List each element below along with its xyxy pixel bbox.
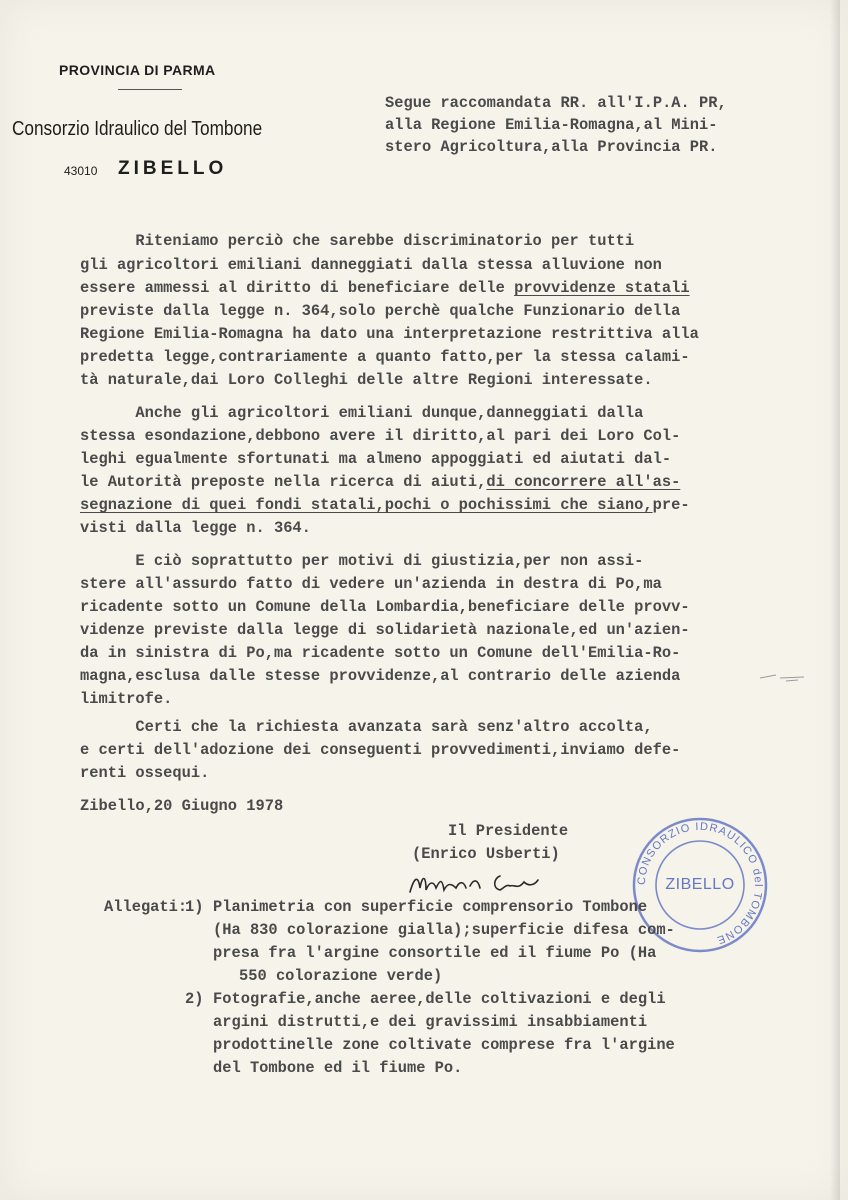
text-line: magna,esclusa dalle stesse provvidenze,al contrario delle azienda: [80, 667, 681, 685]
text-line: previste dalla legge n. 364,solo perchè qualche Funzionario della: [80, 302, 681, 320]
text-line: predetta legge,contrariamente a quanto fatto,per la stessa calami-: [80, 348, 690, 366]
attachment-number: 1): [185, 898, 204, 916]
text-line: visti dalla legge n. 364.: [80, 519, 311, 537]
attachment-line: prodottinelle zone coltivate comprese fra l'argine: [213, 1036, 675, 1054]
text-line: E ciò soprattutto per motivi di giustizia,per non assi-: [80, 552, 644, 570]
text-line: limitrofe.: [80, 690, 173, 708]
text-line: e certi dell'adozione dei conseguenti provvedimenti,inviamo defe-: [80, 741, 681, 759]
organization-name: Consorzio Idraulico del Tombone: [12, 118, 263, 140]
text-line: leghi egualmente sfortunati ma almeno appoggiati ed aiutati dal-: [80, 450, 672, 468]
attachment-number: 2): [185, 990, 204, 1008]
text-line: [80, 279, 690, 297]
text-line: [80, 473, 680, 491]
text-span: pre-: [652, 496, 690, 514]
text-line: [80, 496, 690, 514]
text-span: le Autorità preposte nella ricerca di aiuti,: [80, 473, 487, 491]
attachment-line: (Ha 830 colorazione gialla);superficie difesa com-: [213, 921, 675, 939]
text-line: da in sinistra di Po,ma ricadente sotto un Comune dell'Emilia-Ro-: [80, 644, 681, 662]
attachment-line: 550 colorazione verde): [239, 967, 443, 985]
attachment-line: Planimetria con superficie comprensorio Tombone: [213, 898, 648, 916]
town-name: ZIBELLO: [118, 158, 228, 179]
text-span: essere ammessi al diritto di beneficiare delle: [80, 279, 515, 297]
handwritten-signature: [404, 868, 554, 898]
cc-line: stero Agricoltura,alla Provincia PR.: [385, 138, 718, 156]
text-line: ricadente sotto un Comune della Lombardia,beneficiare delle provv-: [80, 598, 690, 616]
stamp-center-text: ZIBELLO: [665, 876, 735, 893]
text-line: Certi che la richiesta avanzata sarà senz'altro accolta,: [80, 718, 653, 736]
underlined-phrase: di concorrere all'as-: [486, 473, 681, 491]
attachment-line: Fotografie,anche aeree,delle coltivazioni e degli: [213, 990, 666, 1008]
attachment-line: presa fra l'argine consortile ed il fiume Po (Ha: [213, 944, 657, 962]
signatory-title: Il Presidente: [448, 822, 569, 840]
province-heading: PROVINCIA DI PARMA: [59, 62, 216, 78]
postal-code: 43010: [64, 164, 98, 178]
signatory-name: (Enrico Usberti): [412, 845, 560, 863]
attachments-label: Allegati:: [104, 898, 188, 916]
text-line: videnze previste dalla legge di solidarietà nazionale,ed un'azien-: [80, 621, 690, 639]
text-line: Anche gli agricoltori emiliani dunque,danneggiati dalla: [80, 404, 644, 422]
letterhead-rule: [118, 89, 182, 90]
page-edge-shadow: [830, 0, 840, 1200]
underlined-phrase: provvidenze statali: [514, 279, 690, 297]
text-line: Riteniamo perciò che sarebbe discriminatorio per tutti: [80, 232, 635, 250]
margin-pencil-mark: [758, 666, 808, 686]
text-line: stere all'assurdo fatto di vedere un'azienda in destra di Po,ma: [80, 575, 662, 593]
underlined-phrase: segnazione di quei fondi statali,pochi o pochissimi che siano,: [80, 496, 653, 514]
cc-line: alla Regione Emilia-Romagna,al Mini-: [385, 116, 718, 134]
text-line: stessa esondazione,debbono avere il diritto,al pari dei Loro Col-: [80, 427, 681, 445]
stamp-ring-text: CONSORZIO IDRAULICO del TOMBONE: [635, 820, 765, 947]
text-line: gli agricoltori emiliani danneggiati dalla stessa alluvione non: [80, 256, 662, 274]
text-line: renti ossequi.: [80, 764, 210, 782]
attachment-line: del Tombone ed il fiume Po.: [213, 1059, 463, 1077]
cc-line: Segue raccomandata RR. all'I.P.A. PR,: [385, 94, 727, 112]
date-line: Zibello,20 Giugno 1978: [80, 797, 284, 815]
text-line: Regione Emilia-Romagna ha dato una interpretazione restrittiva alla: [80, 325, 699, 343]
text-line: tà naturale,dai Loro Colleghi delle altre Regioni interessate.: [80, 371, 653, 389]
attachment-line: argini distrutti,e dei gravissimi insabbiamenti: [213, 1013, 648, 1031]
